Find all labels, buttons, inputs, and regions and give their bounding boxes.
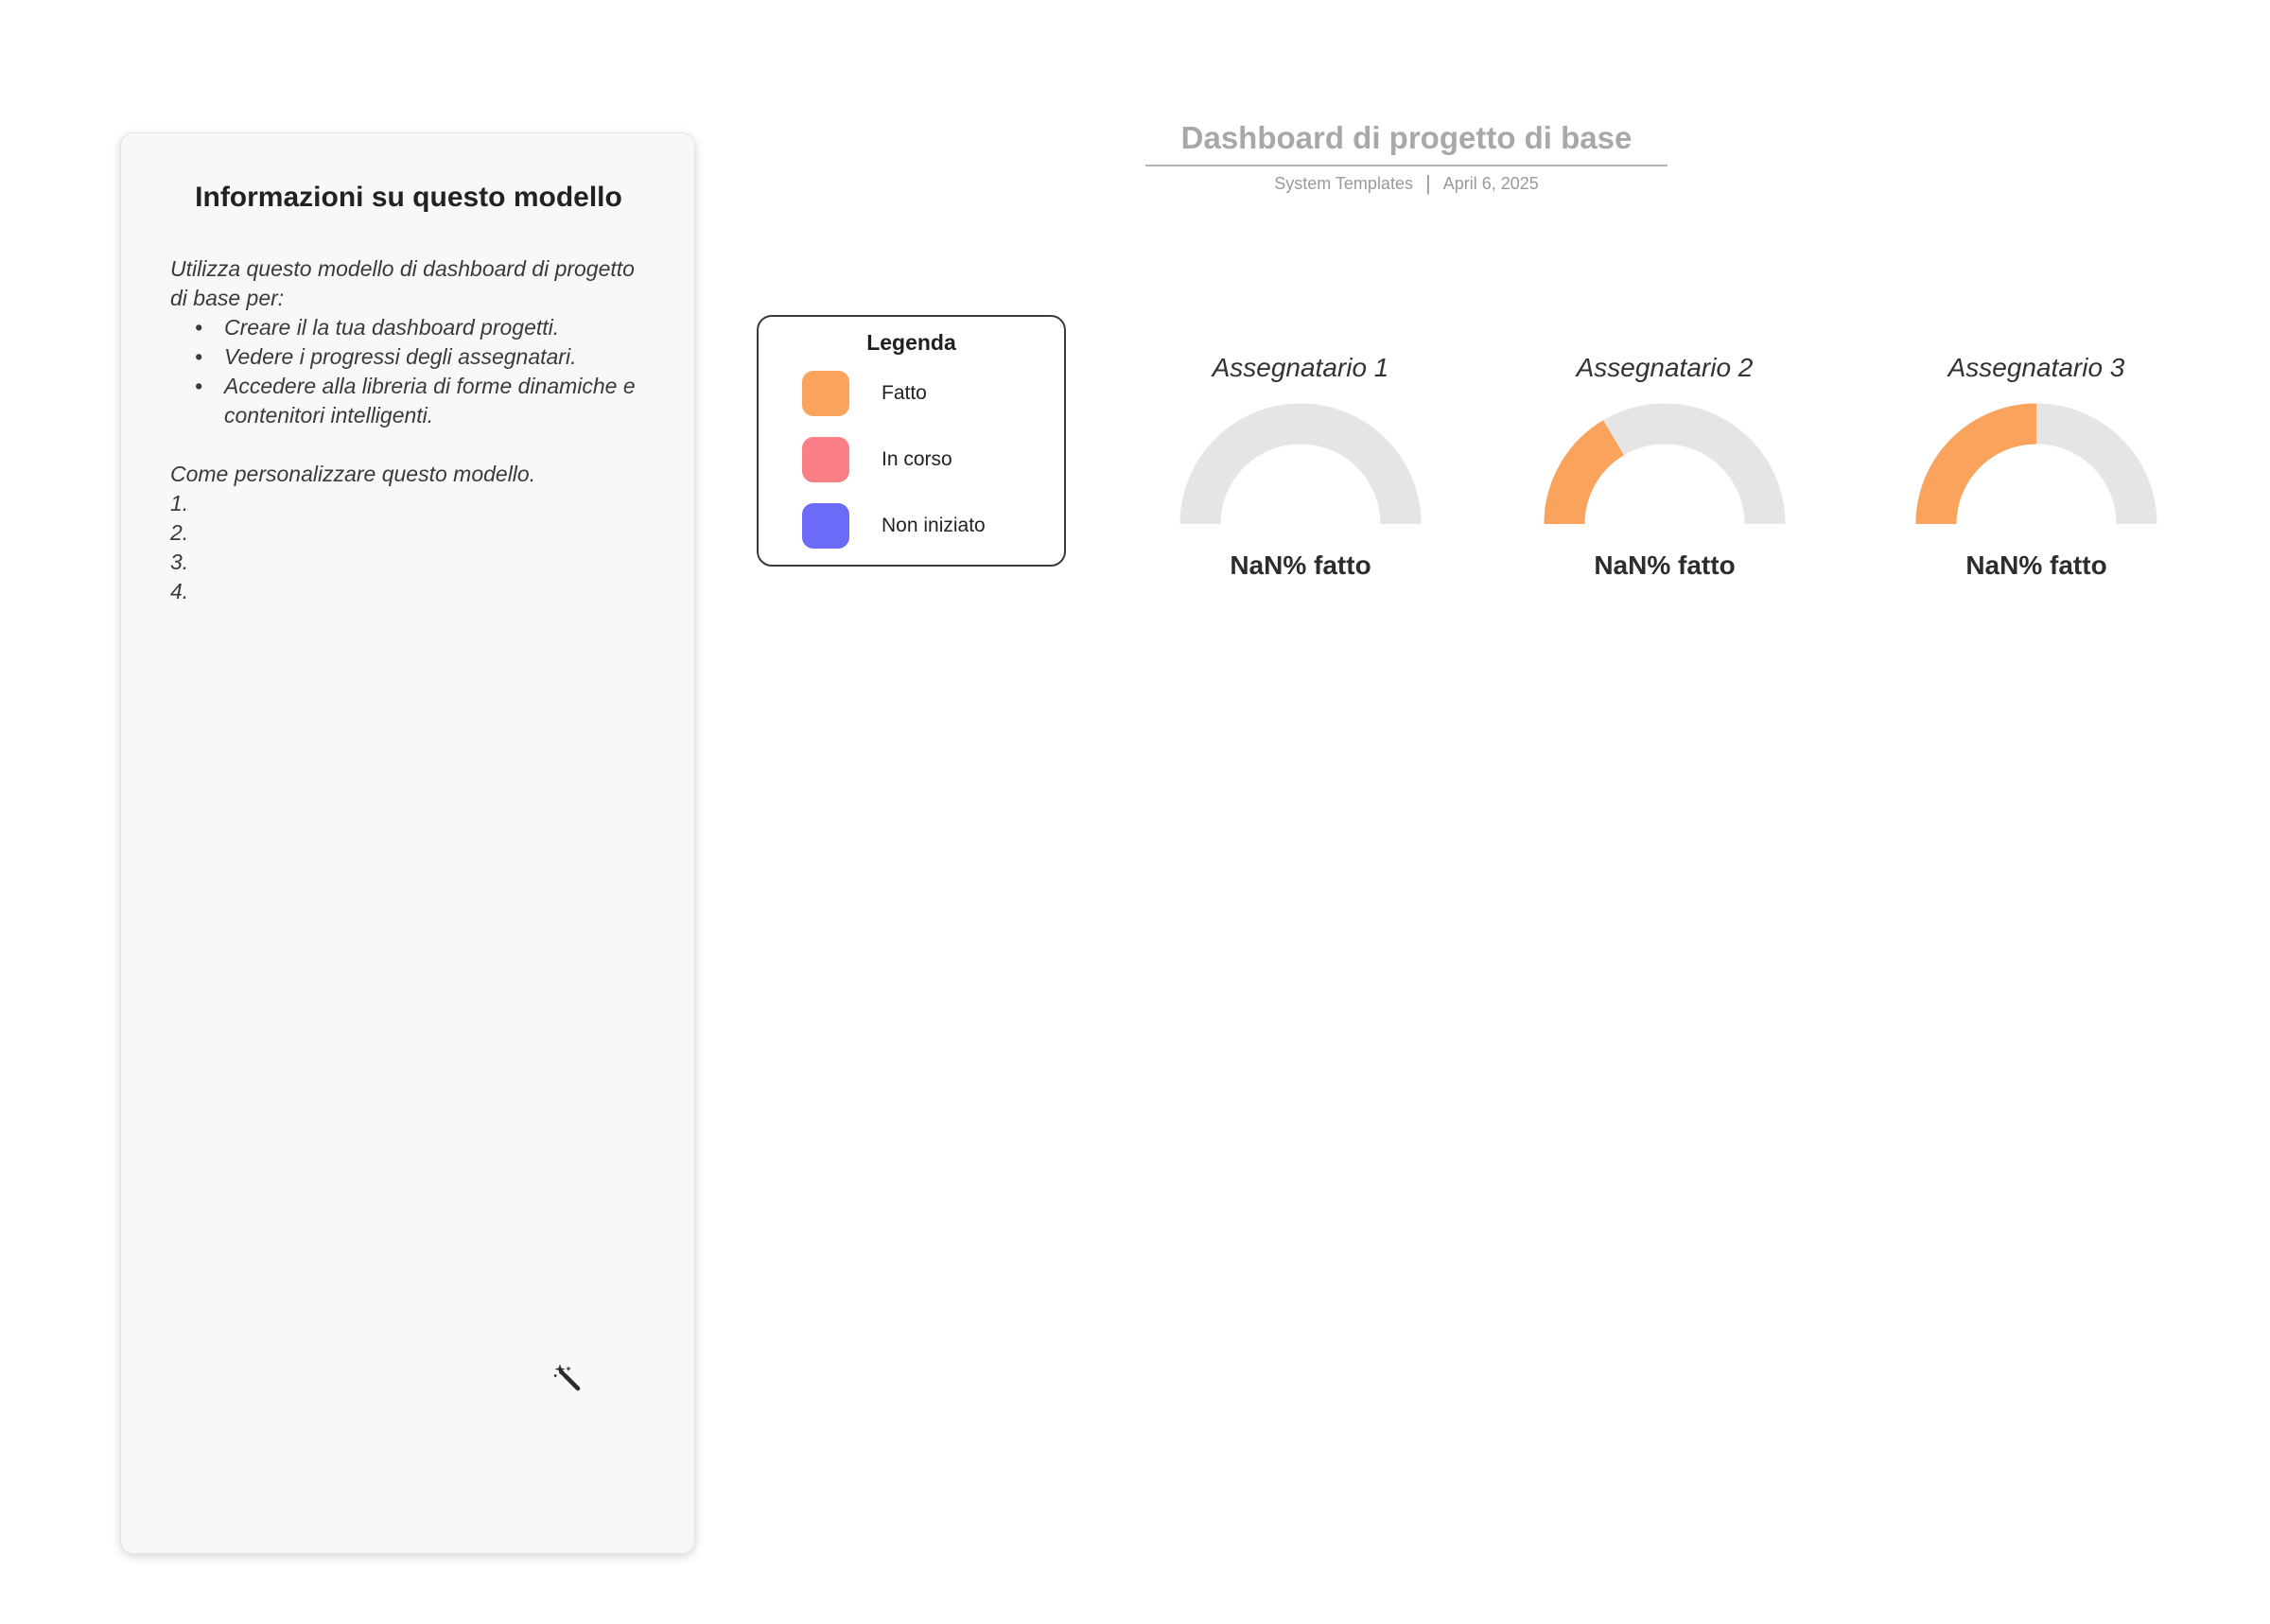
legend-title: Legenda xyxy=(866,330,956,355)
legend-label: In corso xyxy=(882,448,952,470)
legend-item-done xyxy=(802,371,1064,416)
legend-label: Non iniziato xyxy=(882,515,986,536)
page-subtitle xyxy=(1145,173,1668,194)
bullet-glyph: • xyxy=(195,344,203,369)
legend-swatch-in_progress[interactable] xyxy=(802,437,849,482)
template-date: April 6, 2025 xyxy=(1442,173,1539,193)
gauge-value-label: NaN% fatto xyxy=(1594,550,1736,580)
bullet-glyph: • xyxy=(195,315,203,340)
page-title: Dashboard di progetto di base xyxy=(1145,119,1668,166)
page-header[interactable] xyxy=(1145,119,1668,194)
gauge-title: Assegnatario 2 xyxy=(1576,353,1754,382)
bullet-text: Accedere alla libreria di forme dinamiche e contenitori intelligenti. xyxy=(224,374,636,428)
gauge-assegnatario-3[interactable] xyxy=(1885,352,2188,581)
gauge-assegnatario-2[interactable] xyxy=(1513,352,1816,581)
subtitle-divider: | xyxy=(1424,171,1431,195)
step-item xyxy=(170,577,647,606)
step-number: 4. xyxy=(170,579,189,603)
gauge-assegnatario-1[interactable] xyxy=(1149,352,1452,581)
template-source: System Templates xyxy=(1274,173,1413,193)
gauge-track xyxy=(1200,424,1401,524)
step-item xyxy=(170,548,647,577)
bullet-item xyxy=(195,313,647,342)
step-number: 3. xyxy=(170,550,189,574)
step-list xyxy=(170,489,647,606)
bullet-text: Vedere i progressi degli assegnatari. xyxy=(224,344,577,369)
magic-wand-icon xyxy=(552,1363,583,1393)
gauge-arc xyxy=(1895,382,2178,526)
step-number: 2. xyxy=(170,520,189,545)
gauge-title: Assegnatario 3 xyxy=(1947,353,2125,382)
legend-label: Fatto xyxy=(882,382,927,404)
legend-item-in_progress xyxy=(802,437,1064,482)
info-intro: Utilizza questo modello di dashboard di progetto di base per: xyxy=(170,256,635,310)
bullet-item xyxy=(195,342,647,372)
legend-rows xyxy=(802,371,1064,549)
how-to-heading: Come personalizzare questo modello. xyxy=(170,462,536,486)
bullet-text: Creare il la tua dashboard progetti. xyxy=(224,315,560,340)
info-panel-title: Informazioni su questo modello xyxy=(195,182,622,213)
step-item xyxy=(170,489,647,518)
gauge-value-arc xyxy=(1936,424,2036,524)
step-number: 1. xyxy=(170,491,189,515)
info-panel-body xyxy=(170,254,647,606)
legend-swatch-not_started[interactable] xyxy=(802,503,849,549)
legend-swatch-done[interactable] xyxy=(802,371,849,416)
gauge-title: Assegnatario 1 xyxy=(1212,353,1389,382)
info-panel[interactable] xyxy=(120,132,695,1554)
bullet-item xyxy=(195,372,647,430)
gauge-value-label: NaN% fatto xyxy=(1965,550,2107,580)
step-item xyxy=(170,518,647,548)
gauge-value-label: NaN% fatto xyxy=(1230,550,1371,580)
gauge-arc xyxy=(1523,382,1807,526)
bullet-glyph: • xyxy=(195,374,203,398)
legend-box[interactable] xyxy=(757,315,1066,567)
gauge-arc xyxy=(1159,382,1442,526)
gauge-value-arc xyxy=(1564,438,1614,524)
bullet-list xyxy=(195,313,647,430)
legend-item-not_started xyxy=(802,503,1064,549)
